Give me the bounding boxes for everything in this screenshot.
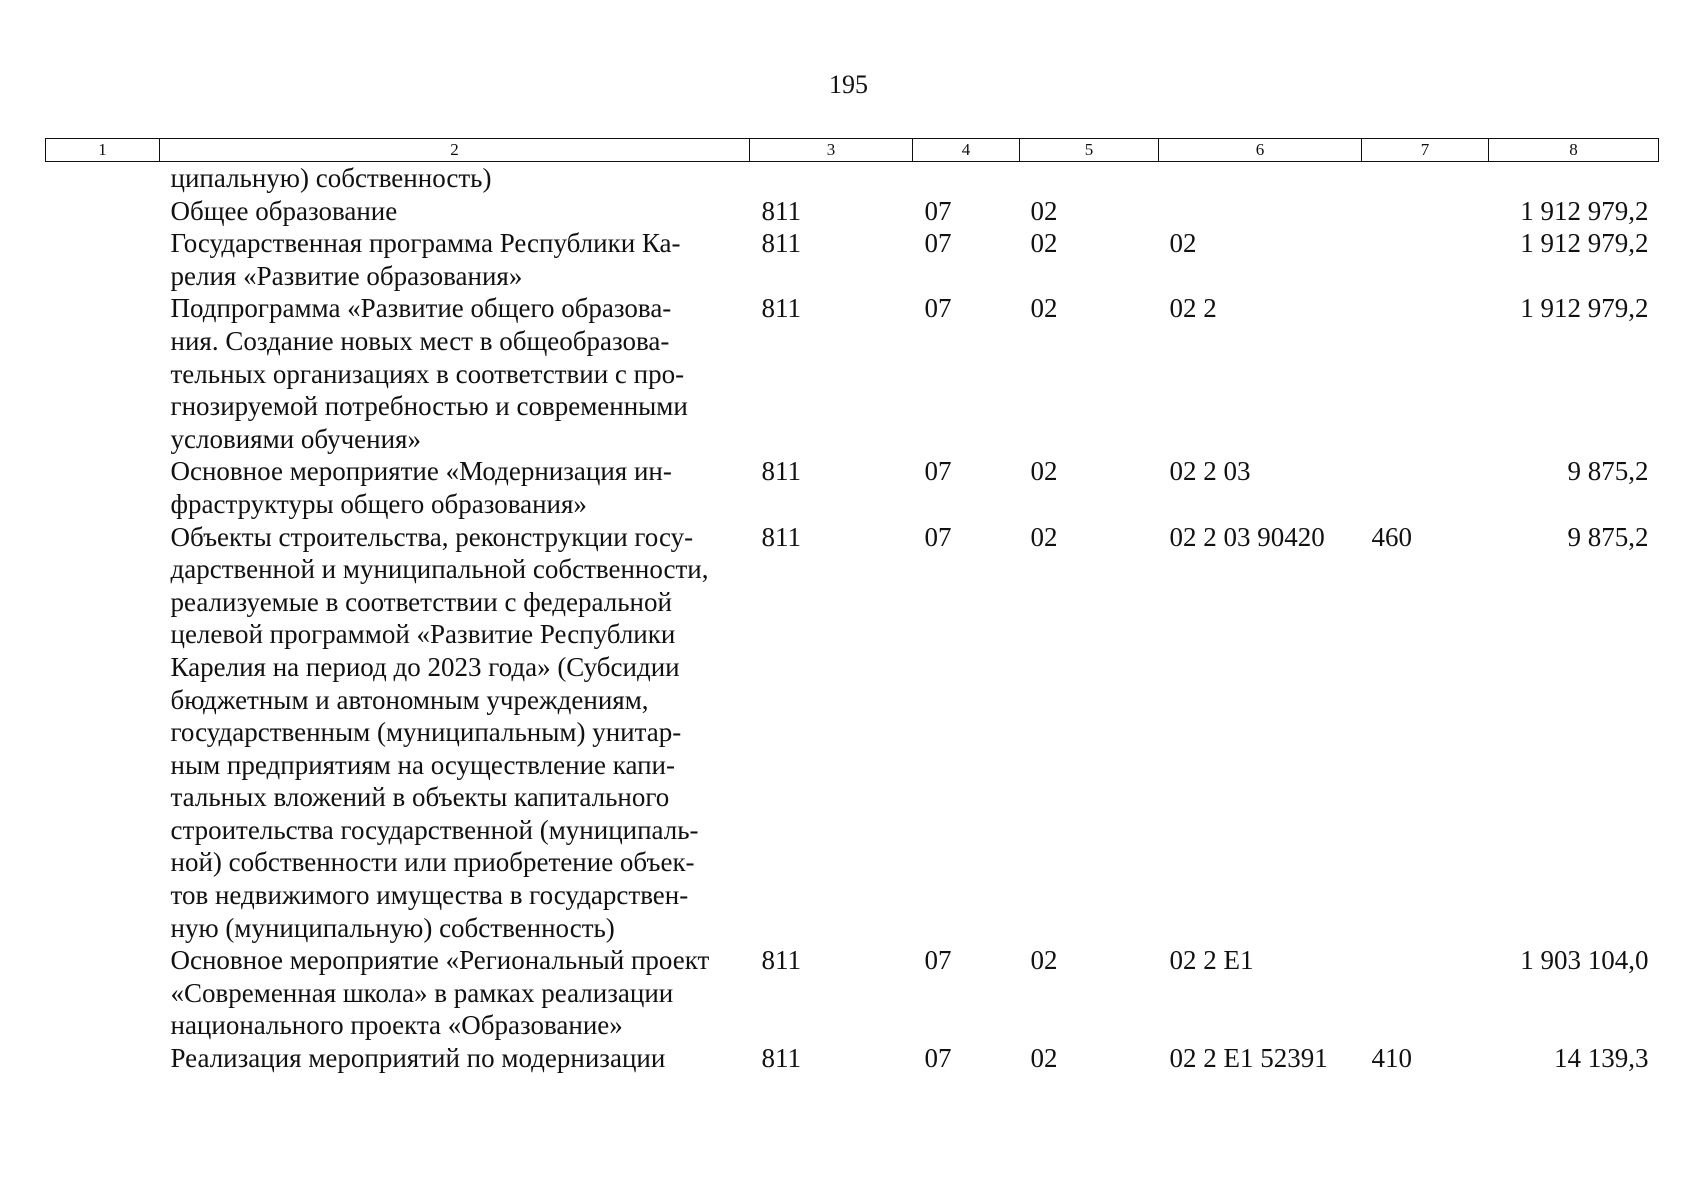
table-row	[46, 1042, 1659, 1075]
table-row	[46, 944, 1659, 1042]
cell-section: 07	[924, 228, 952, 259]
table-body	[46, 162, 1659, 1075]
description-line: государственным (муниципальным) унитар-	[170, 717, 682, 748]
cell-target-article	[1159, 162, 1362, 195]
column-number-header-row	[46, 139, 1659, 162]
cell-admin-code: 811	[761, 521, 801, 552]
cell-description	[160, 455, 750, 520]
column-header-4: 4	[913, 139, 1020, 162]
table-row	[46, 195, 1659, 228]
description-line: тов недвижимого имущества в государствен-	[170, 880, 689, 911]
cell-admin-code: 811	[761, 293, 801, 324]
description-line: ния. Создание новых мест в общеобразова-	[170, 325, 670, 356]
cell-col1	[46, 455, 160, 520]
description-line: Государственная программа Республики Ка-	[170, 228, 681, 259]
cell-col1	[46, 944, 160, 1042]
description-line: бюджетным и автономным учреждениям,	[170, 684, 649, 715]
cell-col1	[46, 1042, 160, 1075]
cell-section: 07	[924, 195, 952, 226]
description-line: строительства государственной (муниципаль-	[170, 814, 699, 845]
cell-admin-code: 811	[761, 195, 801, 226]
description-line: Общее образование	[170, 195, 398, 226]
page-number: 195	[829, 70, 868, 99]
cell-expense-type	[1362, 195, 1489, 228]
budget-table	[45, 138, 1659, 1075]
cell-col1	[46, 162, 160, 195]
description-line: релия «Развитие образования»	[170, 260, 523, 291]
column-header-2: 2	[160, 139, 750, 162]
description-line: ной) собственности или приобретение объек-	[170, 847, 695, 878]
cell-amount: 14 139,3	[1554, 1043, 1649, 1074]
cell-subsection: 02	[1030, 1043, 1058, 1074]
cell-admin-code: 811	[761, 1043, 801, 1074]
description-line: условиями обучения»	[170, 423, 421, 454]
description-line: ную (муниципальную) собственность)	[170, 912, 615, 943]
cell-expense-type	[1362, 455, 1489, 520]
cell-target-article: 02	[1169, 228, 1197, 259]
description-line: реализуемые в соответствии с федеральной	[170, 586, 672, 617]
description-line: национального проекта «Образование»	[170, 1010, 623, 1041]
cell-target-article	[1159, 195, 1362, 228]
cell-admin-code: 811	[761, 456, 801, 487]
cell-section: 07	[924, 456, 952, 487]
description-line: Основное мероприятие «Региональный проект	[170, 945, 710, 976]
column-header-7: 7	[1362, 139, 1489, 162]
cell-subsection: 02	[1030, 293, 1058, 324]
description-line: фраструктуры общего образования»	[170, 488, 587, 519]
table-row	[46, 292, 1659, 455]
cell-subsection: 02	[1030, 195, 1058, 226]
cell-target-article: 02 2 E1 52391	[1169, 1043, 1328, 1074]
description-line: Основное мероприятие «Модернизация ин-	[170, 456, 672, 487]
cell-section: 07	[924, 293, 952, 324]
cell-description	[160, 521, 750, 945]
description-line: ципальную) собственность)	[170, 163, 492, 193]
cell-section: 07	[924, 1043, 952, 1074]
cell-target-article: 02 2 E1	[1169, 945, 1254, 976]
description-line: ным предприятиям на осуществление капи-	[170, 749, 675, 780]
column-header-1: 1	[46, 139, 160, 162]
table-row	[46, 521, 1659, 945]
cell-admin-code: 811	[761, 228, 801, 259]
description-line: целевой программой «Развитие Республики	[170, 619, 676, 650]
cell-amount: 9 875,2	[1567, 456, 1649, 487]
column-header-5: 5	[1020, 139, 1159, 162]
description-line: Карелия на период до 2023 года» (Субсидии	[170, 651, 680, 682]
cell-expense-type: 410	[1371, 1043, 1412, 1074]
cell-subsection: 02	[1030, 521, 1058, 552]
cell-admin-code: 811	[761, 945, 801, 976]
cell-col1	[46, 227, 160, 292]
cell-amount: 1 912 979,2	[1520, 195, 1649, 226]
cell-target-article: 02 2	[1169, 293, 1217, 324]
cell-expense-type	[1362, 162, 1489, 195]
table-row	[46, 162, 1659, 195]
table-row	[46, 227, 1659, 292]
cell-subsection: 02	[1030, 945, 1058, 976]
description-line: тальных вложений в объекты капитального	[170, 782, 670, 813]
description-line: Объекты строительства, реконструкции госу-	[170, 521, 694, 552]
cell-col1	[46, 292, 160, 455]
column-header-6: 6	[1159, 139, 1362, 162]
cell-subsection: 02	[1030, 228, 1058, 259]
cell-amount: 1 912 979,2	[1520, 228, 1649, 259]
cell-description	[160, 944, 750, 1042]
description-line: гнозируемой потребностью и современными	[170, 391, 688, 422]
cell-subsection	[1020, 162, 1159, 195]
cell-subsection: 02	[1030, 456, 1058, 487]
column-header-3: 3	[750, 139, 913, 162]
cell-col1	[46, 521, 160, 945]
description-line: Реализация мероприятий по модернизации	[170, 1043, 666, 1074]
column-header-8: 8	[1489, 139, 1659, 162]
cell-target-article: 02 2 03	[1169, 456, 1251, 487]
cell-expense-type	[1362, 227, 1489, 292]
cell-description	[160, 162, 750, 195]
cell-expense-type	[1362, 292, 1489, 455]
cell-col1	[46, 195, 160, 228]
cell-amount: 1 903 104,0	[1520, 945, 1649, 976]
description-line: дарственной и муниципальной собственности,	[170, 554, 709, 585]
cell-section: 07	[924, 521, 952, 552]
cell-amount: 9 875,2	[1567, 521, 1649, 552]
cell-expense-type: 460	[1371, 521, 1412, 552]
cell-description	[160, 195, 750, 228]
cell-expense-type	[1362, 944, 1489, 1042]
cell-admin-code	[750, 162, 913, 195]
table-row	[46, 455, 1659, 520]
cell-amount	[1489, 162, 1659, 195]
cell-target-article: 02 2 03 90420	[1169, 521, 1325, 552]
cell-description	[160, 1042, 750, 1075]
cell-section: 07	[924, 945, 952, 976]
cell-amount: 1 912 979,2	[1520, 293, 1649, 324]
cell-description	[160, 292, 750, 455]
description-line: Подпрограмма «Развитие общего образова-	[170, 293, 672, 324]
cell-description	[160, 227, 750, 292]
description-line: «Современная школа» в рамках реализации	[170, 977, 674, 1008]
description-line: тельных организациях в соответствии с про-	[170, 358, 685, 389]
cell-section	[913, 162, 1020, 195]
